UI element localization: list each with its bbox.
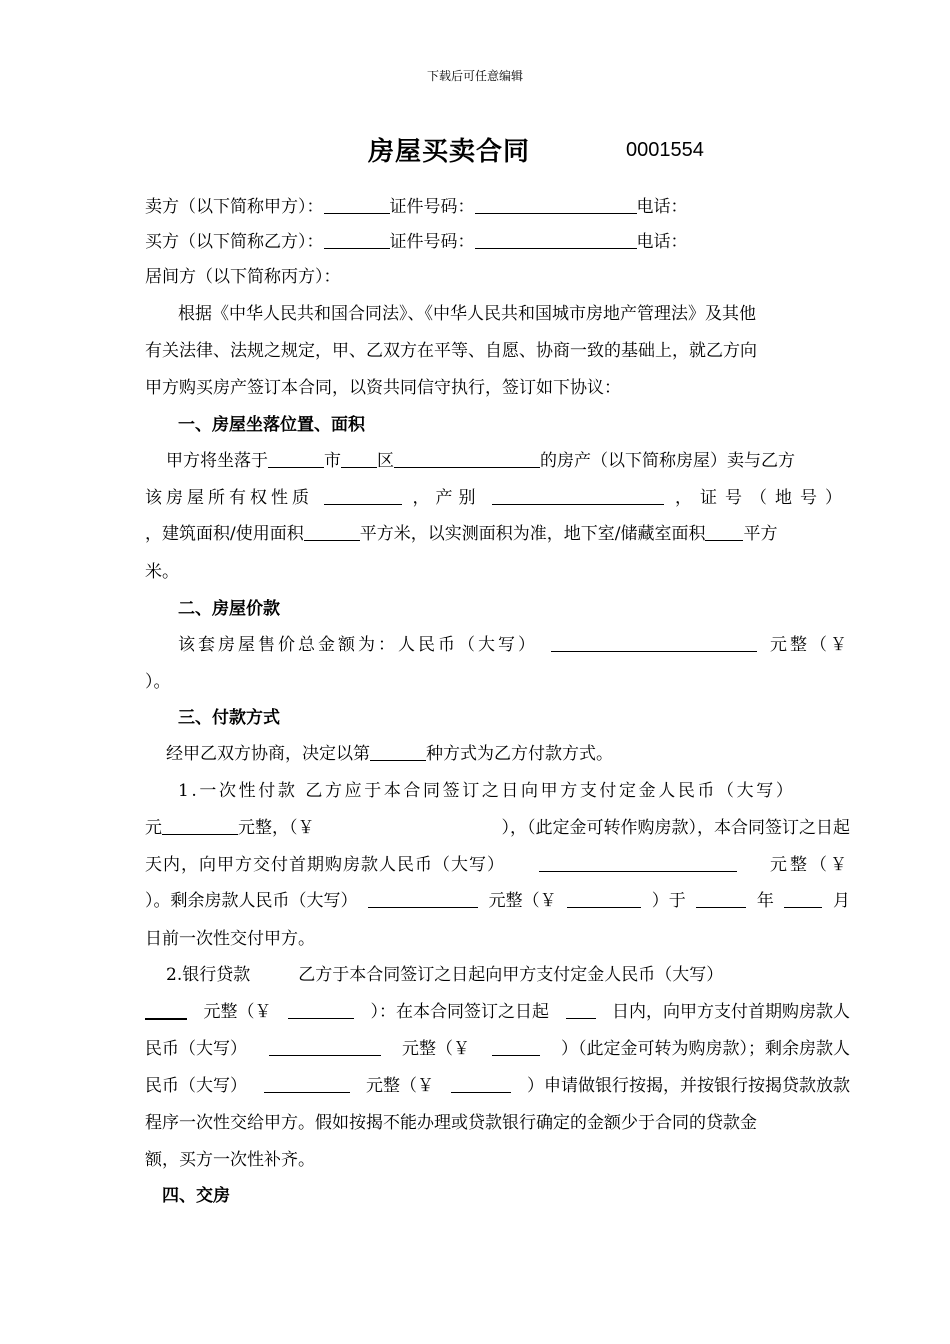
year-blank[interactable]: [696, 889, 746, 908]
section-1-line-4: 米。: [145, 562, 179, 582]
option-2-line-3: [145, 1037, 850, 1061]
down-payment-words-blank[interactable]: [539, 853, 737, 872]
price-words-blank[interactable]: [551, 633, 757, 652]
loan-down-note: ）（此定金可转为购房款）；剩余房款人: [561, 1039, 850, 1059]
section-1-line-2: [145, 486, 850, 510]
buyer-label: 买方（以下简称乙方）：: [145, 232, 324, 252]
district-blank[interactable]: [341, 449, 377, 468]
property-type-blank[interactable]: [492, 486, 664, 505]
basement-area-blank[interactable]: [705, 522, 743, 541]
balance-due-label: ）于: [651, 891, 686, 911]
deposit-number-label: 元整，（￥: [238, 818, 315, 838]
buyer-id-label: 证件号码：: [389, 232, 475, 252]
section-3-line-1: [166, 742, 850, 766]
bank-loan-label: 2.银行贷款: [166, 965, 251, 985]
bank-loan-deposit-text: 乙方于本合同签订之日起向甲方支付定金人民币（大写）: [298, 965, 724, 985]
ownership-label: 该房屋所有权性质: [145, 488, 313, 508]
buyer-phone-label: 电话：: [636, 232, 688, 252]
section-2-heading: 二、房屋价款: [178, 599, 280, 619]
agent-line: [145, 265, 850, 289]
deposit-unit: 元: [145, 818, 162, 838]
deposit-words-blank[interactable]: [162, 816, 238, 835]
loan-days-label: ）：在本合同签订之日起: [370, 1002, 549, 1022]
city-blank[interactable]: [268, 449, 324, 468]
loan-deposit-number-label: 元整（￥: [203, 1002, 272, 1022]
seller-id-label: 证件号码：: [389, 197, 475, 217]
option-1-line-2: [145, 816, 850, 840]
agent-label: 居间方（以下简称丙方）：: [145, 267, 341, 287]
section-2-line-1: [178, 633, 850, 657]
payment-method-label: 经甲乙双方协商，决定以第: [166, 744, 370, 764]
option-1-line-5: 日前一次性交付甲方。: [145, 929, 315, 949]
section-1-heading: 一、房屋坐落位置、面积: [178, 415, 365, 435]
deposit-number-space[interactable]: [373, 816, 443, 840]
option-2-line-6: 额，买方一次性补齐。: [145, 1150, 315, 1170]
down-payment-number-label: 元整（￥: [770, 855, 850, 875]
certificate-label: ，证号（地号）: [675, 488, 850, 508]
section-1-line-3: [145, 522, 850, 546]
loan-deposit-number-blank[interactable]: [288, 1000, 354, 1019]
loan-balance-words-blank[interactable]: [264, 1074, 350, 1093]
loan-balance-words-label: 民币（大写）: [145, 1076, 247, 1096]
loan-balance-number-label: 元整（￥: [366, 1076, 434, 1096]
buyer-id-blank[interactable]: [475, 230, 637, 249]
deposit-note: ），（此定金可转作购房款），本合同签订之日起: [501, 818, 850, 838]
down-payment-label: 天内，向甲方交付首期购房款人民币（大写）: [145, 855, 505, 875]
header-note: 下载后可任意编辑: [426, 69, 523, 83]
loan-days-blank[interactable]: [566, 1000, 596, 1019]
option-2-line-5: 程序一次性交给甲方。假如按揭不能办理或贷款银行确定的金额少于合同的贷款金: [145, 1113, 757, 1133]
loan-balance-number-blank[interactable]: [451, 1074, 511, 1093]
year-label: 年: [756, 891, 774, 911]
unit-label: 平方: [743, 524, 778, 544]
option-2-line-4: [145, 1074, 850, 1098]
loan-down-words-blank[interactable]: [269, 1037, 381, 1056]
seller-id-blank[interactable]: [475, 195, 637, 214]
area-label: ，建筑面积/使用面积: [145, 524, 304, 544]
property-sale-text: 的房产（以下简称房屋）卖与乙方: [540, 451, 795, 471]
loan-down-number-blank[interactable]: [492, 1037, 540, 1056]
balance-number-label: 元整（￥: [488, 891, 557, 911]
loan-down-words-label: 民币（大写）: [145, 1039, 247, 1059]
section-4-heading: 四、交房: [162, 1186, 230, 1206]
option-1-line-4: [145, 889, 850, 913]
seller-name-blank[interactable]: [324, 195, 390, 214]
preamble-line-1: 根据《中华人民共和国合同法》、《中华人民共和国城市房地产管理法》及其他: [178, 304, 756, 324]
option-1-line-3: [145, 853, 850, 877]
area-blank[interactable]: [304, 522, 360, 541]
price-label: 该套房屋售价总金额为：人民币（大写）: [178, 635, 538, 655]
balance-words-blank[interactable]: [368, 889, 478, 908]
balance-label: ）。剩余房款人民币（大写）: [145, 891, 358, 911]
option-2-line-2: [145, 1000, 850, 1024]
payment-method-suffix: 种方式为乙方付款方式。: [426, 744, 613, 764]
section-3-heading: 三、付款方式: [178, 708, 280, 728]
address-blank[interactable]: [394, 449, 540, 468]
seller-label: 卖方（以下简称甲方）：: [145, 197, 324, 217]
payment-method-blank[interactable]: [370, 742, 426, 761]
loan-balance-note: ）申请做银行按揭，并按银行按揭贷款放款: [527, 1076, 850, 1096]
section-1-line-1: [166, 449, 850, 473]
option-1-line-1: 1.一次性付款 乙方应于本合同签订之日向甲方支付定金人民币（大写）: [178, 781, 796, 801]
buyer-name-blank[interactable]: [324, 230, 390, 249]
price-number-label: 元整（￥: [770, 635, 850, 655]
loan-down-number-label: 元整（￥: [402, 1039, 470, 1059]
loan-deposit-words-blank[interactable]: [145, 1000, 187, 1020]
basement-label: 平方米，以实测面积为准，地下室/储藏室面积: [359, 524, 706, 544]
preamble-line-2: 有关法律、法规之规定，甲、乙双方在平等、自愿、协商一致的基础上，就乙方向: [145, 341, 757, 361]
property-type-label: ，产别: [412, 488, 482, 508]
seller-line: [145, 195, 850, 219]
buyer-line: [145, 230, 850, 254]
month-label: 月: [833, 891, 850, 911]
contract-number: 0001554: [626, 139, 704, 161]
section-2-line-2: ）。: [145, 672, 171, 692]
location-label: 甲方将坐落于: [166, 451, 268, 471]
district-label: 区: [377, 451, 394, 471]
city-label: 市: [324, 451, 341, 471]
loan-down-payment-text: 日内，向甲方支付首期购房款人: [612, 1002, 850, 1022]
page-title: 房屋买卖合同: [368, 137, 531, 167]
seller-phone-label: 电话：: [636, 197, 688, 217]
balance-number-blank[interactable]: [567, 889, 641, 908]
ownership-blank[interactable]: [324, 486, 402, 505]
preamble-line-3: 甲方购买房产签订本合同，以资共同信守执行，签订如下协议：: [145, 378, 621, 398]
option-2-line-1: [166, 963, 850, 987]
month-blank[interactable]: [784, 889, 822, 908]
